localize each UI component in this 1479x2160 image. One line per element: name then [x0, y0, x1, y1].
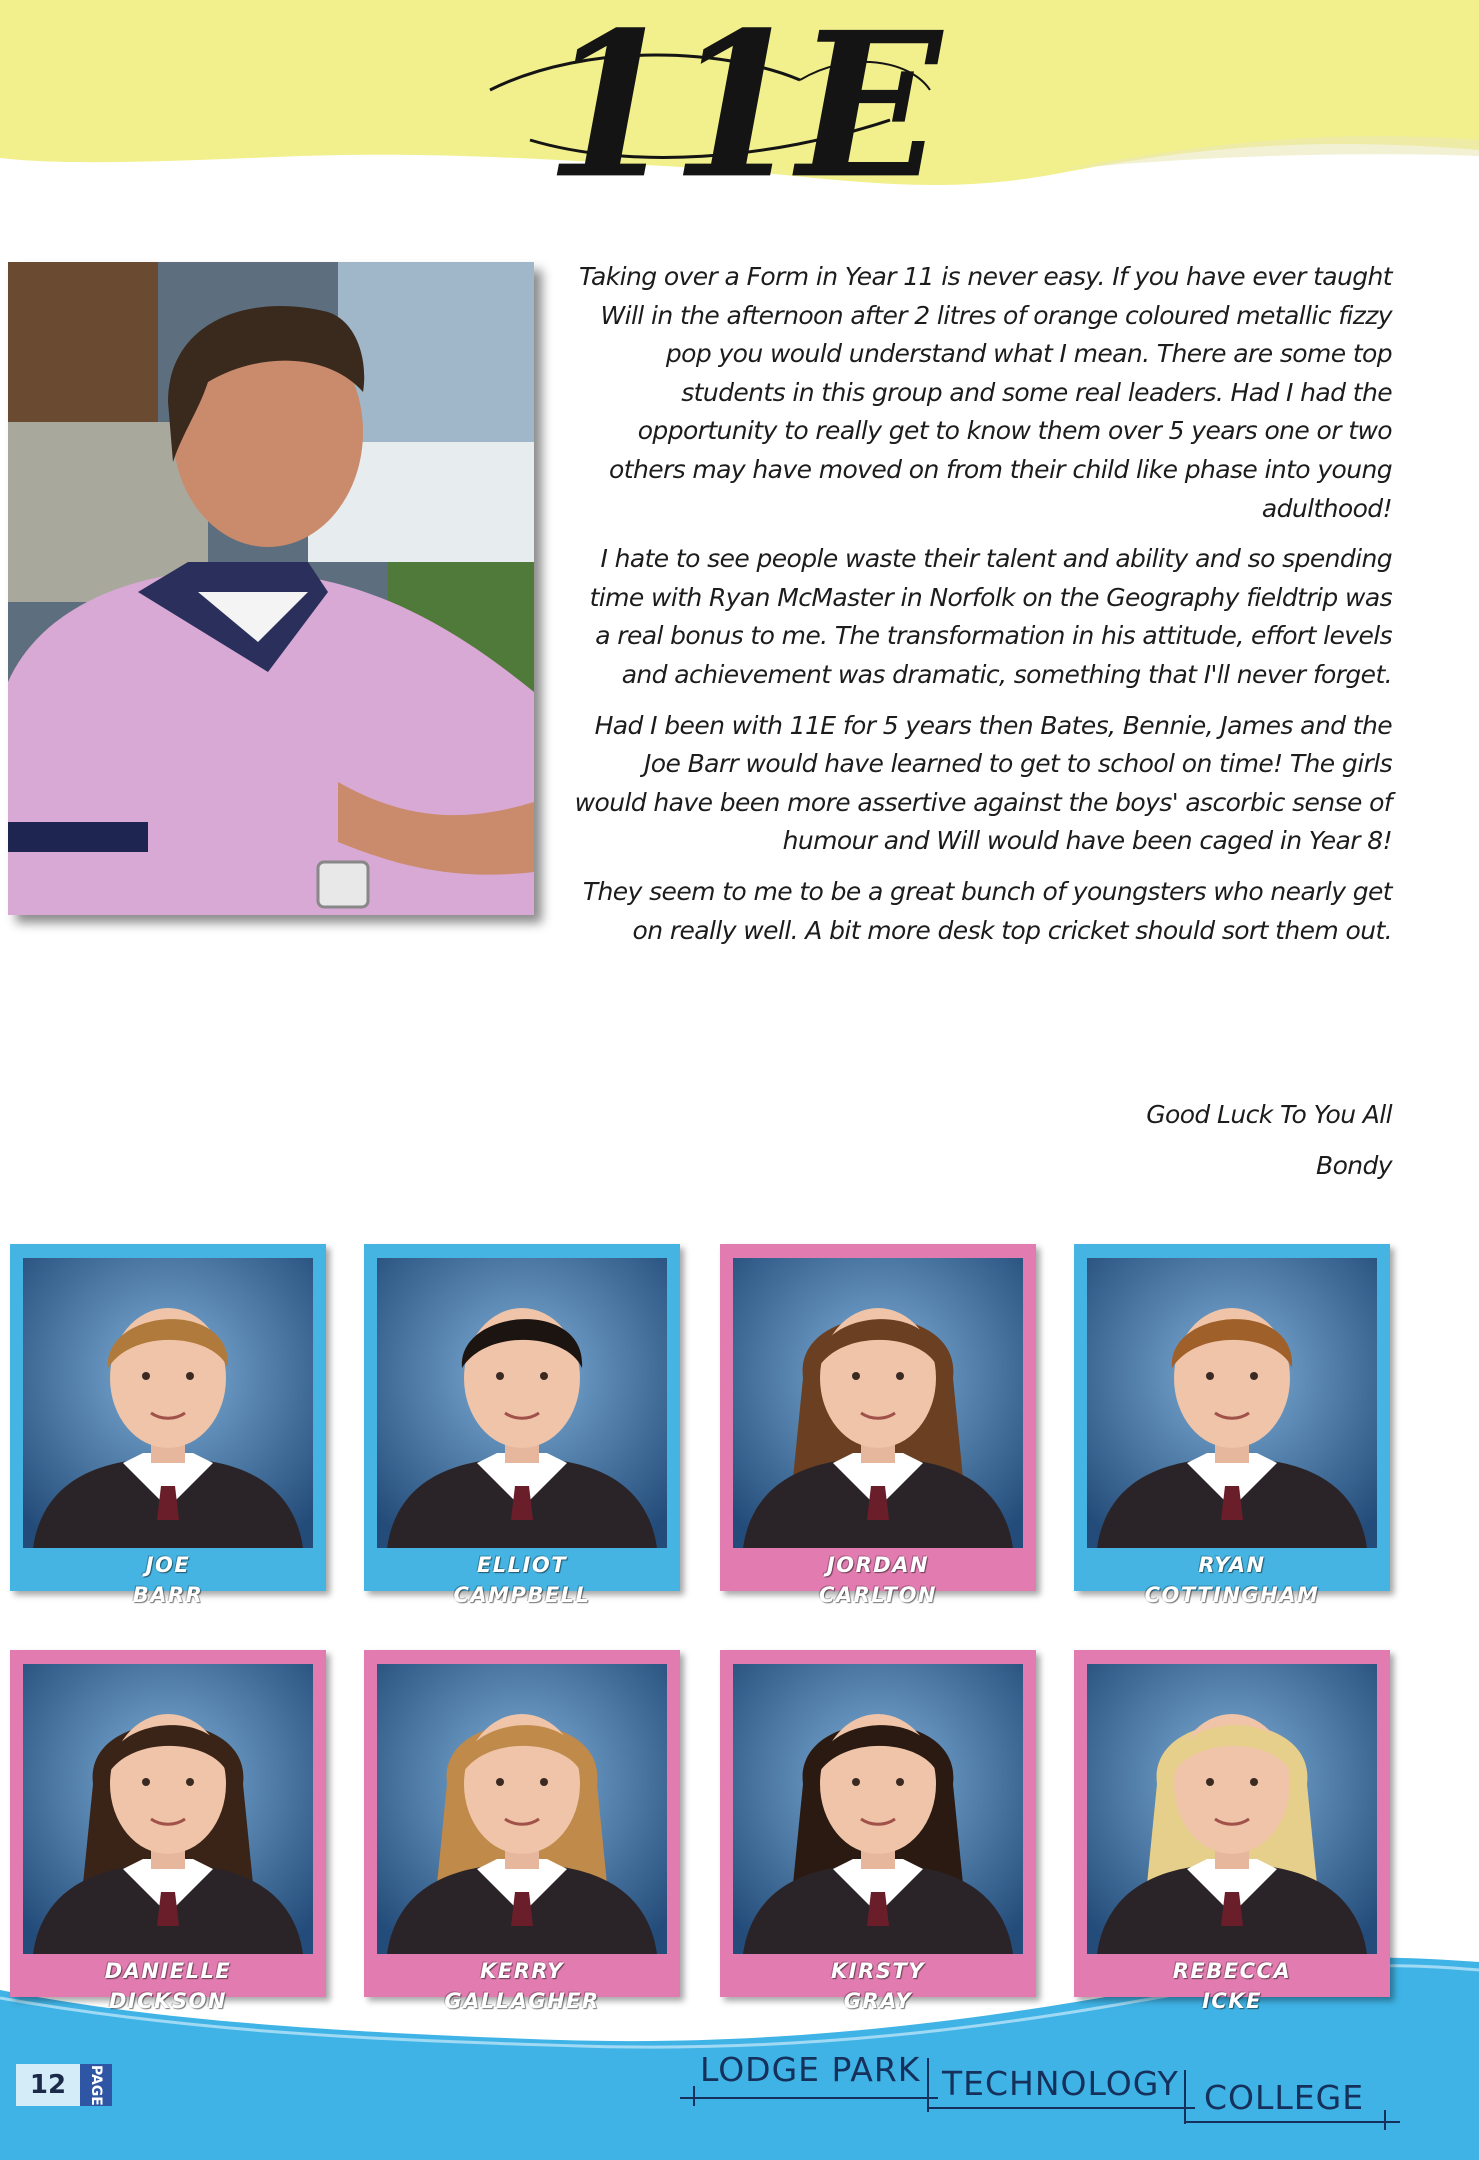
student-first-name: JORDAN [826, 1553, 930, 1577]
student-photo [377, 1258, 667, 1548]
student-last-name: DICKSON [109, 1989, 227, 2013]
letter-paragraph: Had I been with 11E for 5 years then Bates, Bennie, James and the Joe Barr would have learned to get to school on time! The girls would have been more assertive against the boys' ascorbic sense of humour and Will would have been caged in Year 8! [574, 710, 1392, 856]
student-first-name: KIRSTY [831, 1959, 925, 1983]
student-card [720, 1650, 1036, 2013]
student-photo [23, 1258, 313, 1548]
letter-paragraph: Taking over a Form in Year 11 is never easy. If you have ever taught Will in the afternoon after 2 litres of orange coloured metallic fizzy pop you would understand what I mean. There are some top students in this group and some real leaders. Had I had the opportunity to really get to know them over 5 years one or two others may have moved on from their child like phase into young adulthood! [579, 262, 1392, 523]
student-first-name: RYAN [1198, 1553, 1266, 1577]
student-last-name: BARR [132, 1583, 204, 1607]
student-last-name: CAMPBELL [453, 1583, 591, 1607]
student-first-name: REBECCA [1172, 1959, 1292, 1983]
student-card [1074, 1650, 1390, 2013]
student-name [720, 1956, 1036, 2016]
student-photo [1087, 1664, 1377, 1954]
student-last-name: ICKE [1202, 1989, 1262, 2013]
college-word-college: COLLEGE [1204, 2078, 1365, 2117]
student-card [10, 1650, 326, 2013]
college-word-technology: TECHNOLOGY [942, 2064, 1179, 2103]
student-card [720, 1244, 1036, 1607]
student-photo [1087, 1258, 1377, 1548]
student-name [10, 1550, 326, 1610]
student-photo [23, 1664, 313, 1954]
student-photo [733, 1258, 1023, 1548]
student-name [364, 1956, 680, 2016]
letter-signature: Bondy [1316, 1151, 1392, 1180]
student-first-name: JOE [145, 1553, 191, 1577]
student-photo [377, 1664, 667, 1954]
college-word-lodge-park: LODGE PARK [700, 2050, 921, 2089]
student-name [364, 1550, 680, 1610]
page-label: PAGE [80, 2064, 112, 2106]
student-card [10, 1244, 326, 1607]
student-card [364, 1244, 680, 1607]
college-logo [680, 2040, 1400, 2130]
letter-paragraph: I hate to see people waste their talent and ability and so spending time with Ryan McMaster in Norfolk on the Geography fieldtrip was a real bonus to me. The transformation in his attitude, effort levels and achievement was dramatic, something that I'll never forget. [589, 544, 1392, 689]
teacher-photo [8, 262, 534, 915]
page-title: 11E [544, 0, 936, 223]
student-card [364, 1650, 680, 2013]
student-photo [733, 1664, 1023, 1954]
student-card [1074, 1244, 1390, 1607]
student-name [1074, 1550, 1390, 1610]
page-number: 12 [16, 2064, 80, 2106]
student-name [10, 1956, 326, 2016]
student-last-name: CARLTON [819, 1583, 937, 1607]
page-number-badge [16, 2064, 130, 2106]
student-last-name: COTTINGHAM [1144, 1583, 1320, 1607]
letter-paragraph: They seem to me to be a great bunch of youngsters who nearly get on really well. A bit more desk top cricket should sort them out. [582, 876, 1392, 945]
letter-signoff: Good Luck To You All [1146, 1100, 1392, 1129]
student-first-name: ELLIOT [476, 1553, 568, 1577]
student-name [1074, 1956, 1390, 2016]
student-last-name: GALLAGHER [444, 1989, 600, 2013]
teacher-letter [570, 258, 1392, 962]
letter-signoff-block [1146, 1100, 1392, 1202]
student-name [720, 1550, 1036, 1610]
student-first-name: KERRY [480, 1959, 564, 1983]
student-first-name: DANIELLE [104, 1959, 232, 1983]
student-last-name: GRAY [843, 1989, 913, 2013]
